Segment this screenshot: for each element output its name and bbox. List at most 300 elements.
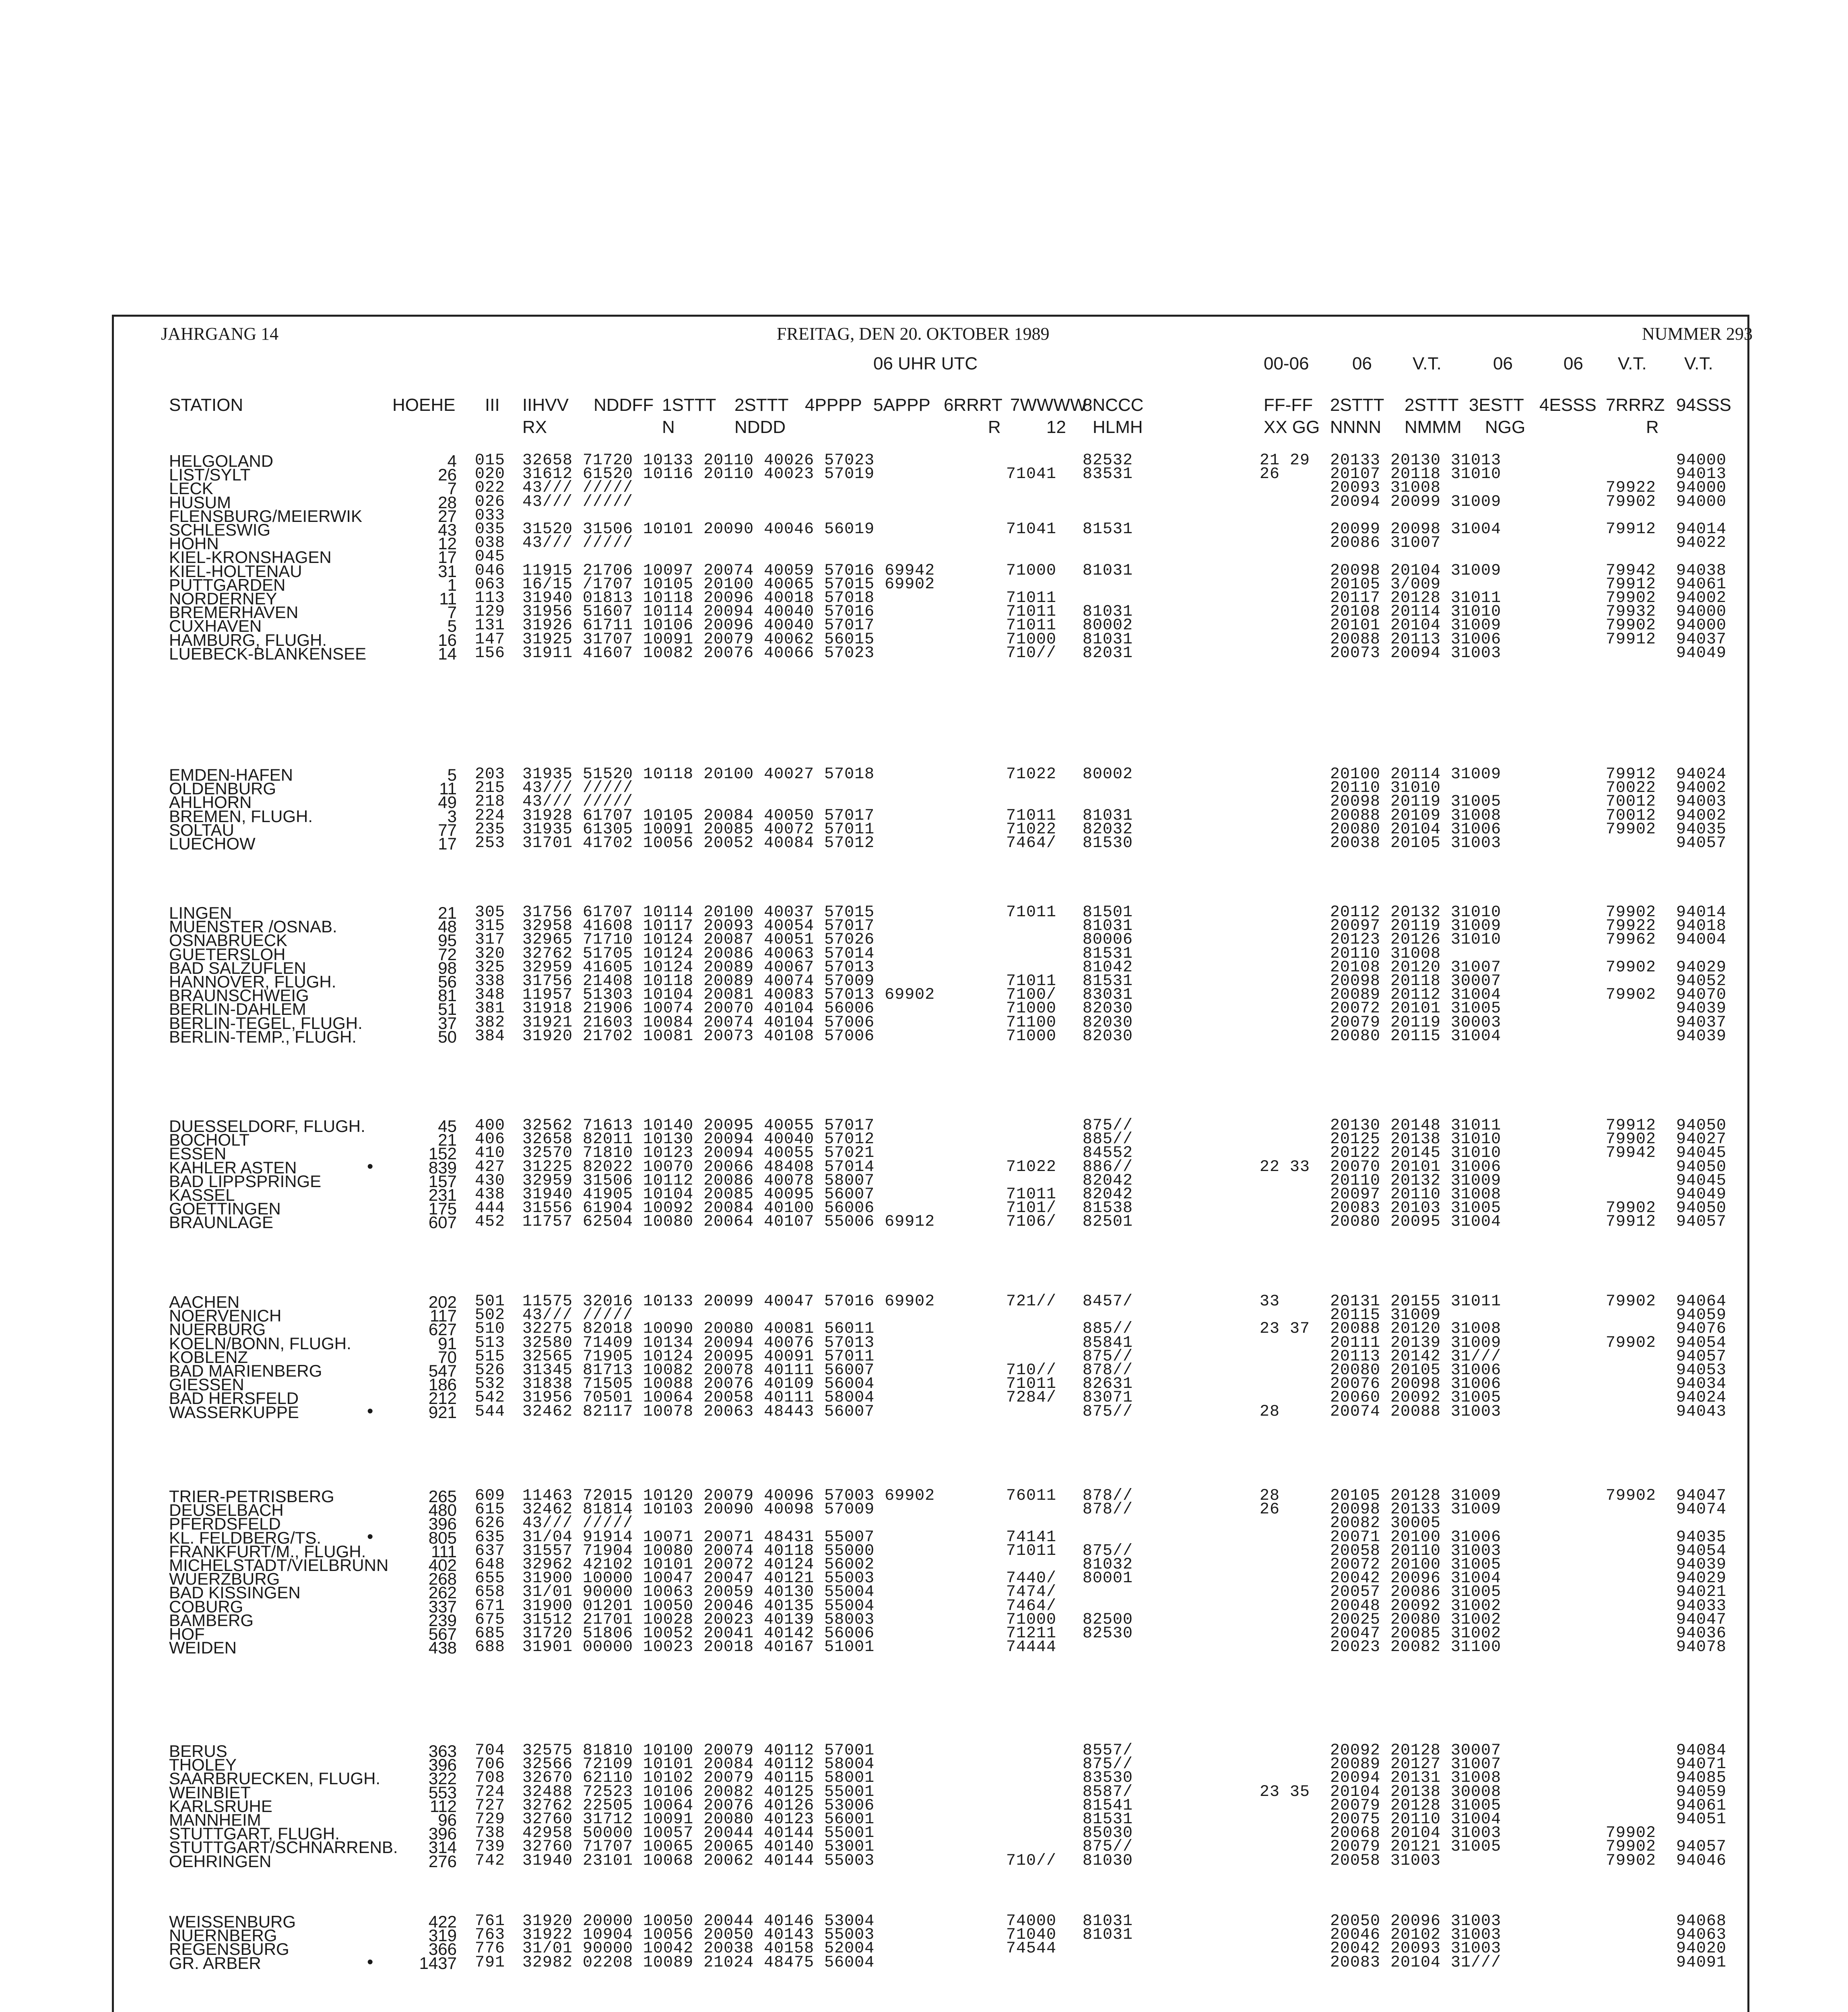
station-name: SOLTAU [169, 820, 234, 839]
temp-groups: 20023 20082 31100 [1330, 1638, 1502, 1657]
station-name: LUEBECK-BLANKENSEE [169, 644, 367, 663]
report-date: FREITAG, DEN 20. OKTOBER 1989 [777, 324, 1050, 344]
station-name: HELGOLAND [169, 451, 274, 470]
cloud-group: 8557/ [1083, 1742, 1133, 1760]
temp-groups: 20112 20132 31010 [1330, 903, 1502, 921]
synop-groups: 11757 62504 10080 20064 40107 55006 69912 [522, 1213, 935, 1231]
station-height: 7 [447, 603, 457, 622]
station-height: 607 [428, 1213, 457, 1232]
station-index: 218 [475, 793, 505, 811]
sunshine-group: 94014 [1676, 903, 1727, 921]
station-height: 17 [438, 548, 457, 567]
cloud-group: 82031 [1083, 644, 1133, 662]
station-height: 1437 [419, 1953, 457, 1973]
synop-groups: 32275 82018 10090 20080 40081 56011 [522, 1320, 875, 1338]
cloud-group: 81531 [1083, 944, 1133, 963]
cloud-group: 80001 [1083, 1569, 1133, 1588]
synop-groups: 11957 51303 10104 20081 40083 57013 69902 [522, 986, 935, 1004]
col-c8: 7WWWW [1010, 395, 1087, 415]
station-height: 627 [428, 1320, 457, 1339]
station-height: 322 [428, 1769, 457, 1788]
sunshine-group: 94085 [1676, 1769, 1727, 1787]
station-height: 202 [428, 1293, 457, 1311]
weather-group: 71011 [1006, 903, 1057, 921]
cloud-group: 878// [1083, 1501, 1133, 1519]
station-height: 21 [438, 1130, 457, 1150]
temp-groups: 20079 20121 31005 [1330, 1838, 1502, 1856]
weather-group: 74544 [1006, 1940, 1057, 1958]
wind-peak-group: 26 [1260, 1501, 1280, 1519]
station-height: 27 [438, 506, 457, 526]
synop-groups: 31940 01813 10118 20096 40018 57018 [522, 589, 875, 607]
synop-groups: 16/15 /1707 10105 20100 40065 57015 69902 [522, 575, 935, 594]
station-index: 046 [475, 561, 505, 580]
group-vt-a: V.T. [1413, 354, 1442, 373]
station-height: 231 [428, 1185, 457, 1204]
weather-group: 71022 [1006, 765, 1057, 783]
station-name: MUENSTER /OSNAB. [169, 917, 337, 936]
station-height: 45 [438, 1117, 457, 1136]
station-index: 400 [475, 1117, 505, 1135]
station-height: 48 [438, 917, 457, 936]
precip-group: 79912 [1606, 520, 1656, 538]
synop-groups: 31512 21701 10028 20023 40139 58003 [522, 1610, 875, 1629]
weather-group: 7464/ [1006, 1597, 1057, 1615]
synop-groups: 31921 21603 10084 20074 40104 57006 [522, 1013, 875, 1032]
col-c5: 4PPPP [805, 395, 862, 415]
weather-group: 74141 [1006, 1528, 1057, 1546]
station-index: 704 [475, 1742, 505, 1760]
synop-groups: 31920 20000 10050 20044 40146 53004 [522, 1912, 875, 1930]
station-height: 117 [430, 1306, 457, 1326]
temp-groups: 20058 20110 31003 [1330, 1542, 1502, 1560]
col-r4: 3ESTT [1469, 395, 1524, 415]
temp-groups: 20025 20080 31002 [1330, 1610, 1502, 1629]
temp-groups: 20089 20112 31004 [1330, 986, 1502, 1004]
station-index: 729 [475, 1810, 505, 1829]
sunshine-group: 94071 [1676, 1755, 1727, 1774]
cloud-group: 8457/ [1083, 1293, 1133, 1311]
sunshine-group: 94002 [1676, 806, 1727, 825]
temp-groups: 20122 20145 31010 [1330, 1144, 1502, 1163]
weather-group: 710// [1006, 1361, 1057, 1379]
cloud-group: 82530 [1083, 1624, 1133, 1643]
cloud-group: 81032 [1083, 1556, 1133, 1574]
cloud-group: 80002 [1083, 765, 1133, 783]
bergstation-marker: • [367, 1156, 373, 1176]
station-index: 035 [475, 520, 505, 538]
station-height: 21 [438, 903, 457, 922]
weather-group: 7101/ [1006, 1199, 1057, 1218]
station-name: MANNHEIM [169, 1810, 261, 1829]
station-name: REGENSBURG [169, 1940, 289, 1959]
synop-groups: 32982 02208 10089 21024 48475 56004 [522, 1953, 875, 1972]
sunshine-group: 94004 [1676, 931, 1727, 949]
station-name: WEINBIET [169, 1783, 251, 1802]
col-c3-sub: N [662, 417, 675, 437]
temp-groups: 20086 31007 [1330, 534, 1441, 552]
synop-groups: 31/01 90000 10042 20038 40158 52004 [522, 1940, 875, 1958]
temp-groups: 20092 20128 30007 [1330, 1742, 1502, 1760]
weather-group: 710// [1006, 1851, 1057, 1870]
col-r3-sub: NMMM [1405, 417, 1462, 437]
sunshine-group: 94000 [1676, 479, 1727, 497]
bergstation-marker: • [367, 1952, 373, 1972]
precip-group: 70012 [1606, 806, 1656, 825]
cloud-group: 82032 [1083, 820, 1133, 839]
station-height: 96 [438, 1810, 457, 1829]
col-c2: NDDFF [594, 395, 654, 415]
sunshine-group: 94084 [1676, 1742, 1727, 1760]
sunshine-group: 94063 [1676, 1926, 1727, 1944]
sunshine-group: 94091 [1676, 1953, 1727, 1972]
weather-group: 7440/ [1006, 1569, 1057, 1588]
synop-groups: 11575 32016 10133 20099 40047 57016 69902 [522, 1293, 935, 1311]
precip-group: 79962 [1606, 931, 1656, 949]
station-name: KIEL-KRONSHAGEN [169, 548, 332, 567]
weather-group: 71022 [1006, 820, 1057, 839]
station-name: BREMEN, FLUGH. [169, 806, 313, 826]
synop-groups: 32565 71905 10124 20095 40091 57011 [522, 1347, 875, 1366]
station-height: 7 [447, 479, 457, 498]
report-time: 06 UHR UTC [873, 354, 978, 373]
synop-groups: 31225 82022 10070 20066 48408 57014 [522, 1158, 875, 1176]
precip-group: 79942 [1606, 1144, 1656, 1163]
station-index: 015 [475, 451, 505, 470]
sunshine-group: 94039 [1676, 1000, 1727, 1018]
station-height: 28 [438, 493, 457, 512]
station-index: 688 [475, 1638, 505, 1657]
station-name: BAD HERSFELD [169, 1389, 299, 1408]
station-name: STUTTGART/SCHNARRENB. [169, 1838, 398, 1857]
temp-groups: 20074 20088 31003 [1330, 1402, 1502, 1421]
temp-groups: 20100 20114 31009 [1330, 765, 1502, 783]
station-name: LECK [169, 479, 213, 498]
temp-groups: 20075 20110 31004 [1330, 1810, 1502, 1829]
temp-groups: 20098 20133 31009 [1330, 1501, 1502, 1519]
col-c1-sub: RX [522, 417, 547, 437]
sunshine-group: 94057 [1676, 1213, 1727, 1231]
station-height: 480 [428, 1501, 457, 1520]
station-height: 314 [428, 1838, 457, 1857]
sunshine-group: 94037 [1676, 1013, 1727, 1032]
station-index: 320 [475, 944, 505, 963]
sunshine-group: 94057 [1676, 834, 1727, 852]
col-r3: 2STTT [1405, 395, 1459, 415]
station-index: 738 [475, 1824, 505, 1843]
sunshine-group: 94033 [1676, 1597, 1727, 1615]
cloud-group: 84552 [1083, 1144, 1133, 1163]
station-height: 212 [428, 1389, 457, 1408]
cloud-group: 81031 [1083, 561, 1133, 580]
temp-groups: 20068 20104 31003 [1330, 1824, 1502, 1843]
col-c7-sub: R [988, 417, 1001, 437]
station-index: 727 [475, 1796, 505, 1815]
station-height: 56 [438, 972, 457, 991]
synop-groups: 43/// ///// [522, 779, 633, 798]
station-height: 157 [428, 1171, 457, 1191]
synop-groups: 32570 71810 10123 20094 40055 57021 [522, 1144, 875, 1163]
temp-groups: 20108 20120 31007 [1330, 958, 1502, 977]
cloud-group: 81531 [1083, 520, 1133, 538]
synop-groups: 31920 21702 10081 20073 40108 57006 [522, 1027, 875, 1045]
col-c1: IIHVV [522, 395, 569, 415]
synop-groups: 31345 81713 10082 20078 40111 56007 [522, 1361, 875, 1379]
cloud-group: 82042 [1083, 1171, 1133, 1190]
station-height: 91 [438, 1334, 457, 1353]
synop-groups: 43/// ///// [522, 1514, 633, 1533]
synop-groups: 31756 61707 10114 20100 40037 57015 [522, 903, 875, 921]
synop-groups: 31956 51607 10114 20094 40040 57016 [522, 603, 875, 621]
station-name: ESSEN [169, 1144, 227, 1163]
precip-group: 79902 [1606, 986, 1656, 1004]
station-name: HUSUM [169, 493, 231, 512]
precip-group: 79912 [1606, 630, 1656, 649]
weather-group: 7106/ [1006, 1213, 1057, 1231]
cloud-group: 878// [1083, 1487, 1133, 1505]
station-height: 112 [430, 1796, 457, 1816]
station-name: BAD LIPPSPRINGE [169, 1171, 322, 1191]
temp-groups: 20115 31009 [1330, 1306, 1441, 1325]
sunshine-group: 94024 [1676, 765, 1727, 783]
station-index: 253 [475, 834, 505, 852]
temp-groups: 20042 20093 31003 [1330, 1940, 1502, 1958]
station-index: 542 [475, 1389, 505, 1407]
synop-groups: 31922 10904 10056 20050 40143 55003 [522, 1926, 875, 1944]
wind-peak-group: 28 [1260, 1402, 1280, 1421]
precip-group: 79902 [1606, 1293, 1656, 1311]
cloud-group: 875// [1083, 1542, 1133, 1560]
station-name: THOLEY [169, 1755, 237, 1775]
synop-groups: 32762 22505 10064 20076 40126 53006 [522, 1796, 875, 1815]
temp-groups: 20088 20109 31008 [1330, 806, 1502, 825]
station-index: 020 [475, 465, 505, 484]
station-height: 567 [428, 1624, 457, 1643]
station-index: 430 [475, 1171, 505, 1190]
station-index: 791 [475, 1953, 505, 1972]
station-name: HOHN [169, 534, 219, 553]
synop-groups: 31838 71505 10088 20076 40109 56004 [522, 1375, 875, 1394]
cloud-group: 81538 [1083, 1199, 1133, 1218]
col-r5: 4ESSS [1539, 395, 1596, 415]
sunshine-group: 94036 [1676, 1624, 1727, 1643]
station-height: 95 [438, 931, 457, 950]
col-hoehe: HOEHE [392, 395, 456, 415]
temp-groups: 20105 20128 31009 [1330, 1487, 1502, 1505]
synop-groups: 32958 41608 10117 20093 40054 57017 [522, 917, 875, 936]
precip-group: 79932 [1606, 603, 1656, 621]
station-height: 49 [438, 793, 457, 812]
weather-group: 71000 [1006, 1027, 1057, 1045]
station-name: KL. FELDBERG/TS. [169, 1528, 322, 1547]
sunshine-group: 94061 [1676, 575, 1727, 594]
station-index: 515 [475, 1347, 505, 1366]
temp-groups: 20050 20096 31003 [1330, 1912, 1502, 1930]
weather-group: 71211 [1006, 1624, 1057, 1643]
col-c8-sub: 12 [1046, 417, 1066, 437]
synop-groups: 31911 41607 10082 20076 40066 57023 [522, 644, 875, 662]
weather-group: 71000 [1006, 630, 1057, 649]
synop-groups: 31/01 90000 10063 20059 40130 55004 [522, 1583, 875, 1602]
synop-groups: 31612 61520 10116 20110 40023 57019 [522, 465, 875, 484]
synop-groups: 32965 71710 10124 20087 40051 57026 [522, 931, 875, 949]
weather-group: 71011 [1006, 806, 1057, 825]
temp-groups: 20080 20105 31006 [1330, 1361, 1502, 1379]
station-name: OEHRINGEN [169, 1851, 272, 1871]
col-r6: 7RRRZ [1606, 395, 1665, 415]
station-name: PFERDSFELD [169, 1514, 281, 1534]
station-index: 384 [475, 1027, 505, 1045]
cloud-group: 875// [1083, 1402, 1133, 1421]
precip-group: 79902 [1606, 616, 1656, 635]
station-index: 761 [475, 1912, 505, 1930]
temp-groups: 20104 20138 30008 [1330, 1783, 1502, 1801]
sunshine-group: 94070 [1676, 986, 1727, 1004]
temp-groups: 20111 20139 31009 [1330, 1334, 1502, 1352]
station-name: FLENSBURG/MEIERWIK [169, 506, 362, 526]
cloud-group: 875// [1083, 1117, 1133, 1135]
weather-group: 71011 [1006, 1185, 1057, 1204]
sunshine-group: 94076 [1676, 1320, 1727, 1338]
station-index: 026 [475, 493, 505, 511]
cloud-group: 81030 [1083, 1851, 1133, 1870]
station-index: 609 [475, 1487, 505, 1505]
cloud-group: 83031 [1083, 986, 1133, 1004]
weather-group: 71000 [1006, 561, 1057, 580]
col-r7: 94SSS [1676, 395, 1731, 415]
synop-groups: 43/// ///// [522, 534, 633, 552]
group-06-a: 06 [1352, 354, 1372, 373]
weather-group: 71011 [1006, 972, 1057, 990]
sunshine-group: 94061 [1676, 1796, 1727, 1815]
station-index: 129 [475, 603, 505, 621]
station-height: 422 [428, 1912, 457, 1931]
station-index: 305 [475, 903, 505, 921]
station-index: 235 [475, 820, 505, 839]
station-index: 156 [475, 644, 505, 662]
station-name: DUESSELDORF, FLUGH. [169, 1117, 365, 1136]
station-name: BAD MARIENBERG [169, 1361, 322, 1380]
temp-groups: 20076 20098 31006 [1330, 1375, 1502, 1394]
station-name: LINGEN [169, 903, 232, 922]
sunshine-group: 94018 [1676, 917, 1727, 936]
station-name: KOBLENZ [169, 1347, 248, 1367]
station-height: 152 [428, 1144, 457, 1163]
temp-groups: 20057 20086 31005 [1330, 1583, 1502, 1602]
synop-groups: 31928 61707 10105 20084 40050 57017 [522, 806, 875, 825]
synop-groups: 31940 23101 10068 20062 40144 55003 [522, 1851, 875, 1870]
station-name: NUERNBERG [169, 1926, 277, 1945]
cloud-group: 83071 [1083, 1389, 1133, 1407]
temp-groups: 20058 31003 [1330, 1851, 1441, 1870]
precip-group: 79902 [1606, 1851, 1656, 1870]
cloud-group: 81501 [1083, 903, 1133, 921]
station-height: 175 [428, 1199, 457, 1218]
station-height: 51 [438, 1000, 457, 1019]
cloud-group: 886// [1083, 1158, 1133, 1176]
station-height: 31 [438, 561, 457, 581]
cloud-group: 82030 [1083, 1013, 1133, 1032]
cloud-group: 81531 [1083, 1810, 1133, 1829]
sunshine-group: 94000 [1676, 493, 1727, 511]
station-name: BERUS [169, 1742, 227, 1760]
station-index: 739 [475, 1838, 505, 1856]
station-name: WUERZBURG [169, 1569, 280, 1589]
cloud-group: 82030 [1083, 1000, 1133, 1018]
station-name: BERLIN-DAHLEM [169, 1000, 306, 1019]
station-index: 724 [475, 1783, 505, 1801]
wind-peak-group: 33 [1260, 1293, 1280, 1311]
group-06-c: 06 [1563, 354, 1583, 373]
sunshine-group: 94050 [1676, 1158, 1727, 1176]
station-name: WEIDEN [169, 1638, 237, 1657]
sunshine-group: 94021 [1676, 1583, 1727, 1602]
station-name: FRANKFURT/M., FLUGH. [169, 1542, 366, 1561]
temp-groups: 20072 20100 31005 [1330, 1556, 1502, 1574]
temp-groups: 20060 20092 31005 [1330, 1389, 1502, 1407]
cloud-group: 81541 [1083, 1796, 1133, 1815]
synop-groups: 31701 41702 10056 20052 40084 57012 [522, 834, 875, 852]
station-name: NUERBURG [169, 1320, 266, 1339]
cloud-group: 81031 [1083, 1926, 1133, 1944]
station-height: 81 [438, 986, 457, 1005]
precip-group: 70012 [1606, 793, 1656, 811]
station-name: BERLIN-TEMP., FLUGH. [169, 1027, 357, 1046]
station-height: 70 [438, 1347, 457, 1367]
weather-group: 71011 [1006, 589, 1057, 607]
temp-groups: 20046 20102 31003 [1330, 1926, 1502, 1944]
temp-groups: 20038 20105 31003 [1330, 834, 1502, 852]
station-name: WEISSENBURG [169, 1912, 296, 1931]
sunshine-group: 94057 [1676, 1838, 1727, 1856]
sunshine-group: 94043 [1676, 1402, 1727, 1421]
station-height: 319 [428, 1926, 457, 1945]
station-name: AACHEN [169, 1293, 240, 1311]
station-height: 12 [438, 534, 457, 553]
station-height: 268 [428, 1569, 457, 1589]
weather-group: 71000 [1006, 1000, 1057, 1018]
sunshine-group: 94002 [1676, 779, 1727, 798]
station-index: 655 [475, 1569, 505, 1588]
station-height: 396 [428, 1755, 457, 1775]
sunshine-group: 94027 [1676, 1130, 1727, 1149]
station-name: SAARBRUECKEN, FLUGH. [169, 1769, 381, 1788]
sunshine-group: 94022 [1676, 534, 1727, 552]
station-height: 921 [428, 1402, 457, 1422]
cloud-group: 878// [1083, 1361, 1133, 1379]
station-height: 1 [447, 575, 457, 594]
precip-group: 79922 [1606, 917, 1656, 936]
station-name: HANNOVER, FLUGH. [169, 972, 336, 991]
sunshine-group: 94002 [1676, 589, 1727, 607]
synop-groups: 31940 41905 10104 20085 40095 56007 [522, 1185, 875, 1204]
temp-groups: 20094 20099 31009 [1330, 493, 1502, 511]
station-height: 98 [438, 958, 457, 977]
temp-groups: 20098 20118 30007 [1330, 972, 1502, 990]
temp-groups: 20047 20085 31002 [1330, 1624, 1502, 1643]
wind-peak-group: 28 [1260, 1487, 1280, 1505]
station-height: 50 [438, 1027, 457, 1046]
station-name: NOERVENICH [169, 1306, 282, 1326]
sunshine-group: 94045 [1676, 1144, 1727, 1163]
synop-groups: 11463 72015 10120 20079 40096 57003 69902 [522, 1487, 935, 1505]
station-name: GIESSEN [169, 1375, 244, 1394]
group-00-06: 00-06 [1264, 354, 1309, 373]
synop-groups: 31756 21408 10118 20089 40074 57009 [522, 972, 875, 990]
station-index: 427 [475, 1158, 505, 1176]
sunshine-group: 94047 [1676, 1487, 1727, 1505]
station-name: BRAUNLAGE [169, 1213, 274, 1232]
